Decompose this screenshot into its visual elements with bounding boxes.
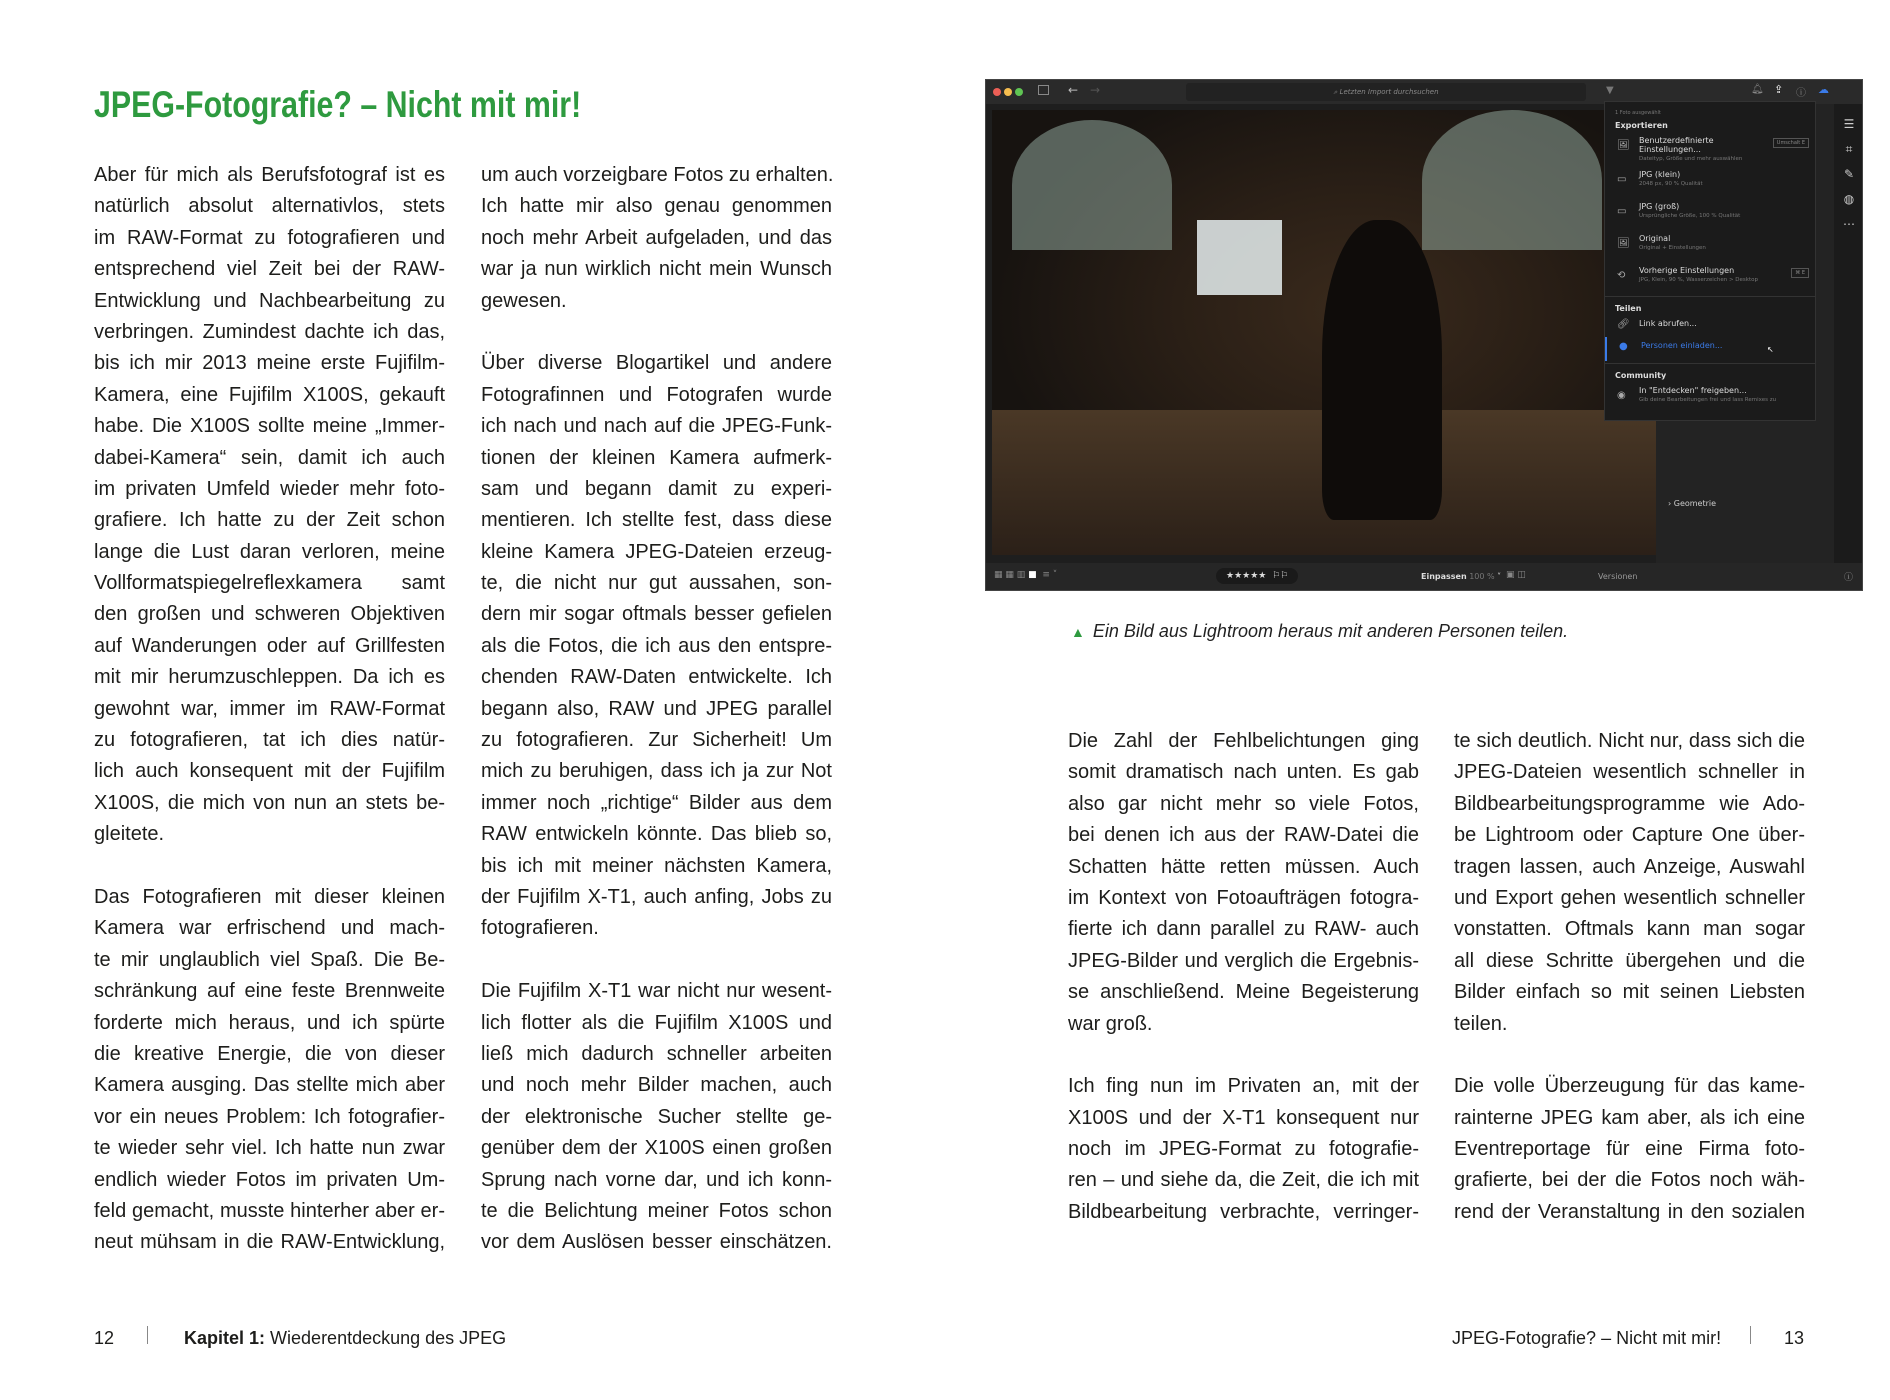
text-line: also gar nicht mehr so viele Fotos, <box>1068 792 1419 815</box>
export-icon: 🖼︎ <box>1617 140 1630 151</box>
text-line: te, die nicht nur gut aussahen, son- <box>481 572 832 595</box>
text-line: somit dramatisch nach unten. Es gab <box>1068 761 1419 784</box>
help-icon: ⓘ <box>1796 88 1806 99</box>
text-line: tionen der kleinen Kamera aufmerk- <box>481 446 832 469</box>
link-icon: 🔗︎ <box>1617 319 1630 330</box>
text-line: bis ich mit meiner nächsten Kamera, <box>481 854 832 877</box>
text-line: tragen lassen, auch Anzeige, Auswahl <box>1454 855 1805 878</box>
sidebar-toggle-icon <box>1038 85 1049 95</box>
globe-icon: ◉ <box>1617 390 1626 401</box>
export-icon: 🖼︎ <box>1617 238 1630 249</box>
text-line: mich zu beruhigen, dass ich ja zur Not <box>481 760 832 783</box>
export-icon: ⟲ <box>1617 270 1626 281</box>
text-line: im privaten Umfeld wieder mehr foto- <box>94 477 445 500</box>
search-input: ⌕ Letzten Import durchsuchen <box>1186 83 1586 101</box>
paragraph <box>94 882 445 1259</box>
text-line: habe. Die X100S sollte meine „Immer- <box>94 415 445 438</box>
text-column-1 <box>94 160 445 1290</box>
text-line: lange die Lust daran verloren, meine <box>94 540 445 563</box>
paragraph <box>481 160 832 317</box>
footer-divider <box>147 1326 148 1344</box>
running-head-left: Kapitel 1: Wiederentdeckung des JPEG <box>184 1328 507 1348</box>
text-line: Bilder einfach so mit seinen Liebsten <box>1454 981 1805 1004</box>
text-line: als die Fotos, die ich aus den entspre- <box>481 634 832 657</box>
text-line: und Export gehen wesentlich schneller <box>1454 886 1805 909</box>
text-line: der elektronische Sucher stellte ge- <box>481 1105 832 1128</box>
rating-stars: ★★★★★ ⚐⚐ <box>1216 568 1298 584</box>
text-line: Sprung nach vorne dar, und ich konn- <box>481 1168 832 1191</box>
share-menu: 1 Foto ausgewählt Exportieren 🖼︎ Benutzerdefinierte Einstellungen... Dateityp, Größe und mehr auswählen Umschalt E ▭ JPG (klein) 2048 px, 90 % Qualität ▭ JPG (groß) Ursprüngliche Größe, 100 % Qualität 🖼︎ Original Original + Einstellungen ⟲ Vorherige Einstellungen JPG, Klein, 90 %, Wasserzeichen > Desktop ⌘ E Teilen 🔗︎ Link abrufen... ● Personen einladen... ↖ Community ◉ In "Entdecken" freigeben... Gib deine Bearbeitungen frei und lass Remixes zu <box>1604 101 1816 421</box>
text-line: immer noch „richtige“ Bilder aus dem <box>481 791 832 814</box>
text-line: JPEG-Dateien wesentlich schneller in <box>1454 761 1805 784</box>
text-line: vor dem Auslösen besser einschätzen. <box>481 1231 832 1254</box>
text-line: im Kontext von Fotoaufträgen fotogra- <box>1068 886 1419 909</box>
text-line: gewohnt war, immer im RAW-Format <box>94 697 445 720</box>
text-line: zu fotografieren. Zur Sicherheit! Um <box>481 729 832 752</box>
text-line: auf Wanderungen oder auf Grillfesten <box>94 634 445 657</box>
text-line: Über diverse Blogartikel und andere <box>481 352 832 375</box>
chapter-heading: JPEG-Fotografie? – Nicht mit mir! <box>94 84 582 125</box>
text-line: und noch mehr Bilder machen, auch <box>481 1074 832 1097</box>
filter-icon: ▼ <box>1606 85 1614 96</box>
invite-person-icon: ● <box>1619 341 1628 352</box>
text-line: gleitete. <box>94 823 165 846</box>
text-line: te die Belichtung meiner Fotos schon <box>481 1199 832 1222</box>
text-line: be Lightroom oder Capture One über- <box>1454 824 1805 847</box>
text-line: entsprechend viel Zeit bei der RAW- <box>94 258 445 281</box>
photo-preview <box>992 110 1657 555</box>
text-line: kleine Kamera JPEG-Dateien erzeug- <box>481 540 832 563</box>
text-line: all diese Schritte übergehen und die <box>1454 949 1805 972</box>
text-line: begann also, RAW und JPEG parallel <box>481 697 832 720</box>
view-mode-icons: ▦ ▦ ▥ ■ ≡ ˅ <box>994 570 1058 580</box>
text-line: se anschließend. Meine Begeisterung <box>1068 981 1419 1004</box>
shortcut-badge: ⌘ E <box>1791 268 1809 278</box>
healing-icon: ✎ <box>1843 167 1855 181</box>
text-line: forderte mich heraus, und ich spürte <box>94 1011 445 1034</box>
fit-label: Einpassen 100 % ˅ <box>1421 572 1502 581</box>
text-line: Das Fotografieren mit dieser kleinen <box>94 885 445 908</box>
text-line: chenden RAW-Daten entwickelte. Ich <box>481 666 832 689</box>
bell-icon: 🔔︎ <box>1751 84 1764 95</box>
versions-label: Versionen <box>1598 572 1638 581</box>
zoom-dot-icon <box>1015 88 1023 96</box>
lightroom-screenshot <box>985 79 1863 591</box>
paragraph <box>1068 1071 1419 1228</box>
text-line: verbringen. Zumindest dachte ich das, <box>94 320 445 343</box>
text-line: zu fotografieren, tat ich dies natür- <box>94 729 445 752</box>
text-line: schränkung auf eine feste Brennweite <box>94 980 445 1003</box>
text-line: grafiere. Ich hatte zu der Zeit schon <box>94 509 445 532</box>
text-line: die kreative Energie, die von dieser <box>94 1042 445 1065</box>
text-line: bei denen ich aus der RAW-Datei die <box>1068 824 1419 847</box>
menu-item-export: 🖼︎ Benutzerdefinierte Einstellungen... Dateityp, Größe und mehr auswählen Umschalt E <box>1605 132 1815 166</box>
menu-item-discover: ◉ In "Entdecken" freigeben... Gib deine Bearbeitungen frei und lass Remixes zu <box>1617 386 1777 403</box>
close-dot-icon <box>993 88 1001 96</box>
text-line: Ich hatte mir also genau genommen <box>481 195 832 218</box>
text-line: rend der Veranstaltung in den sozialen <box>1454 1200 1805 1223</box>
text-line: Bildbearbeitungsprogramme wie Ado- <box>1454 792 1805 815</box>
text-line: im RAW-Format zu fotografieren und <box>94 226 445 249</box>
menu-item-invite: ● Personen einladen... ↖ <box>1605 337 1815 361</box>
text-column-4 <box>1454 726 1805 1260</box>
text-line: Bildbearbeitung verbrachte, verringer- <box>1068 1200 1419 1223</box>
text-line: dabei-Kamera“ sein, damit ich auch <box>94 446 445 469</box>
text-line: Vollformatspiegelreflexkamera samt <box>94 572 445 595</box>
menu-item-export: ▭ JPG (groß) Ursprüngliche Größe, 100 % Qualität <box>1617 202 1741 219</box>
menu-item-export: ▭ JPG (klein) 2048 px, 90 % Qualität <box>1617 170 1703 187</box>
text-line: Kamera ausging. Das stellte mich aber <box>94 1074 445 1097</box>
paragraph <box>94 160 445 851</box>
crop-icon: ⌗ <box>1845 142 1853 156</box>
footer-divider <box>1750 1326 1751 1344</box>
paragraph <box>481 348 832 944</box>
text-line: Die Zahl der Fehlbelichtungen ging <box>1068 730 1419 752</box>
triangle-icon: ▲ <box>1071 624 1085 640</box>
text-line: noch mehr Arbeit aufgeladen, und das <box>481 226 832 249</box>
text-column-2 <box>481 160 832 1290</box>
info-icon: ⓘ <box>1844 573 1854 583</box>
more-icon: ⋯ <box>1843 217 1855 231</box>
export-icon: ▭ <box>1617 206 1627 217</box>
back-arrow-icon: ← <box>1068 83 1079 97</box>
text-line: Aber für mich als Berufsfotograf ist es <box>94 164 445 186</box>
text-line: sam und begann damit zu experi- <box>481 477 832 500</box>
geometry-section: › Geometrie <box>1668 499 1717 508</box>
text-line: war groß. <box>1068 1012 1153 1035</box>
paragraph <box>1068 726 1419 1040</box>
running-head-right: JPEG-Fotografie? – Nicht mit mir! <box>1452 1328 1722 1348</box>
text-line: bis ich mir 2013 meine erste Fujifilm- <box>94 352 445 375</box>
page-number-left: 12 <box>94 1328 115 1348</box>
text-line: Schatten hätte retten müssen. Auch <box>1068 855 1419 878</box>
text-line: te mir unglaublich viel Spaß. Die Be- <box>94 948 445 971</box>
text-line: Fotografinnen und Fotografen wurde <box>481 383 832 406</box>
text-line: RAW entwickeln könnte. Das blieb so, <box>481 823 832 846</box>
text-line: genüber dem der X100S einen großen <box>481 1137 832 1160</box>
text-line: mit mir herumzuschleppen. Da ich es <box>94 666 445 689</box>
text-line: fotografieren. <box>481 917 599 940</box>
text-line: teilen. <box>1454 1012 1508 1035</box>
paragraph <box>481 976 832 1259</box>
text-line: lich auch konsequent mit der Fujifilm <box>94 760 445 783</box>
bottom-toolbar <box>986 563 1863 591</box>
text-line: Eventreportage für eine Firma foto- <box>1454 1138 1805 1161</box>
paragraph <box>1454 1071 1805 1228</box>
export-icon: ▭ <box>1617 174 1627 185</box>
text-line: der Fujifilm X-T1, auch anfing, Jobs zu <box>481 885 832 908</box>
text-line: X100S, die mich von nun an stets be- <box>94 791 445 814</box>
text-line: vor ein neues Problem: Ich fotografier- <box>94 1105 445 1128</box>
text-line: Die volle Überzeugung für das kame- <box>1454 1075 1805 1098</box>
text-line: grafierte, bei der die Fotos noch wäh- <box>1454 1169 1805 1192</box>
paragraph <box>1454 726 1805 1040</box>
text-line: natürlich absolut alternativlos, stets <box>94 195 445 218</box>
text-line: noch im JPEG-Format zu fotografie- <box>1068 1138 1419 1161</box>
text-line: lich flotter als die Fujifilm X100S und <box>481 1011 832 1034</box>
text-line: vonstatten. Oftmals kann man sogar <box>1454 918 1805 941</box>
mask-icon: ◍ <box>1843 192 1855 206</box>
tool-strip <box>1834 104 1863 591</box>
text-line: war ja nun wirklich nicht mein Wunsch <box>481 258 832 281</box>
text-line: Die Fujifilm X-T1 war nicht nur wesent- <box>481 980 832 1003</box>
text-line: te wieder sehr viel. Ich hatte nun zwar <box>94 1137 445 1160</box>
text-line: gewesen. <box>481 289 567 312</box>
cloud-icon: ☁ <box>1818 83 1829 96</box>
text-line: X100S und der X-T1 konsequent nur <box>1068 1106 1419 1129</box>
text-line: mentieren. Ich stellte fest, dass diese <box>481 509 832 532</box>
text-line: Entwicklung und Nachbearbeitung zu <box>94 289 445 312</box>
share-icon: ⇪ <box>1774 83 1784 96</box>
text-line: feld gemacht, musste hinterher aber er- <box>94 1199 445 1222</box>
text-line: den großen und schweren Objektiven <box>94 603 445 626</box>
text-line: ließ mich dadurch schneller arbeiten <box>481 1042 832 1065</box>
page-number-right: 13 <box>1784 1328 1805 1348</box>
text-line: ich nach und nach auf die JPEG-Funk- <box>481 415 832 438</box>
text-line: Kamera war erfrischend und mach- <box>94 917 445 940</box>
forward-arrow-icon: → <box>1090 83 1101 97</box>
text-line: JPEG-Bilder und verglich die Ergebnis- <box>1068 949 1419 972</box>
menu-item-export: ⟲ Vorherige Einstellungen JPG, Klein, 90 %, Wasserzeichen > Desktop ⌘ E <box>1605 262 1815 294</box>
minimize-dot-icon <box>1004 88 1012 96</box>
text-line: te sich deutlich. Nicht nur, dass sich die <box>1454 730 1805 752</box>
compare-icons: ▣ ◫ <box>1506 570 1526 580</box>
cursor-icon: ↖ <box>1767 345 1774 354</box>
edit-sliders-icon: ☰ <box>1843 117 1855 131</box>
text-column-3 <box>1068 726 1419 1260</box>
menu-item-link: 🔗︎ Link abrufen... <box>1617 319 1697 330</box>
text-line: endlich wieder Fotos im privaten Um- <box>94 1168 445 1191</box>
text-line: rainterne JPEG kam aber, als ich eine <box>1454 1106 1805 1129</box>
text-line: um auch vorzeigbare Fotos zu erhalten. <box>481 164 834 186</box>
menu-item-export: 🖼︎ Original Original + Einstellungen <box>1617 234 1706 251</box>
search-icon: ⌕ <box>1333 88 1340 96</box>
figure-caption: ▲ Ein Bild aus Lightroom heraus mit anderen Personen teilen. <box>1071 621 1569 641</box>
text-line: Kamera, eine Fujifilm X100S, gekauft <box>94 383 445 406</box>
text-line: dern mir sogar oftmals besser gefielen <box>481 603 832 626</box>
text-line: fierte ich dann parallel zu RAW- auch <box>1068 918 1419 941</box>
shortcut-badge: Umschalt E <box>1773 138 1809 148</box>
text-line: ren – und siehe da, die Zeit, die ich mit <box>1068 1169 1419 1192</box>
text-line: Ich fing nun im Privaten an, mit der <box>1068 1075 1419 1098</box>
text-line: neut mühsam in die RAW-Entwicklung, <box>94 1231 445 1254</box>
